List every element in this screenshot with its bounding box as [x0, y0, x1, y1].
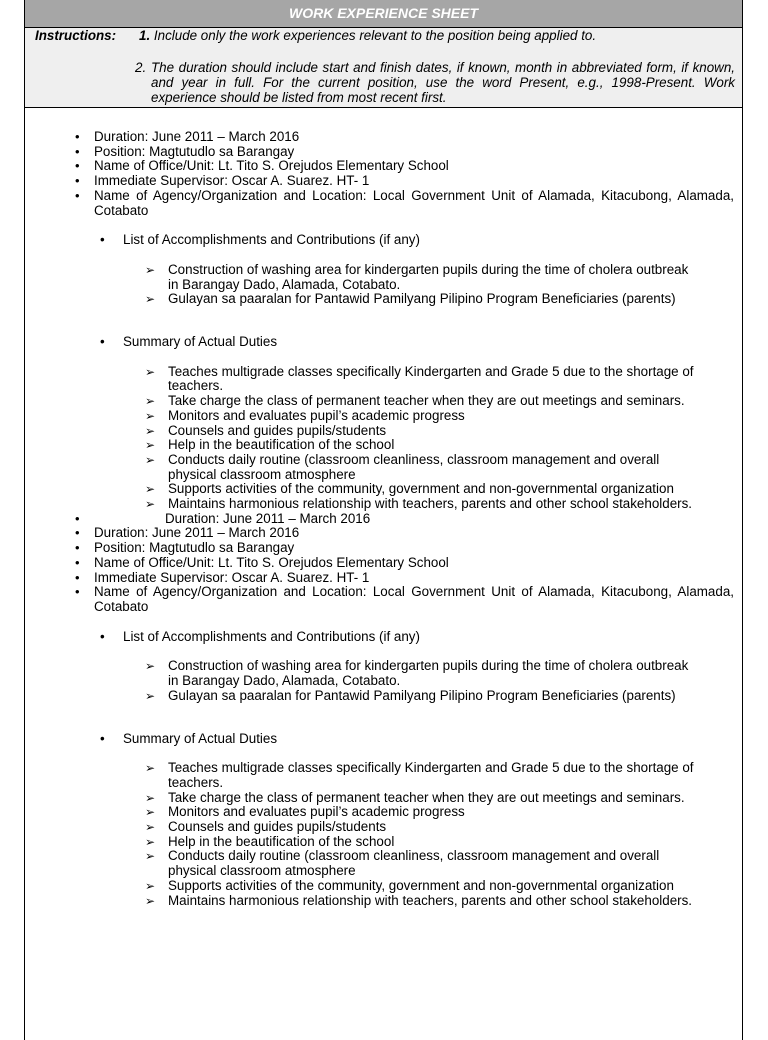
- duration-text: Duration: June 2011 – March 2016: [94, 129, 300, 144]
- list-item: [25, 835, 742, 850]
- duration-text: Duration: June 2011 – March 2016: [165, 510, 371, 526]
- list-item-text: Counsels and guides pupils/students: [168, 422, 387, 438]
- instructions-label: Instructions:: [35, 28, 117, 43]
- arrow-bullet-icon: ➢: [145, 790, 156, 805]
- office-text: Name of Office/Unit: Lt. Tito S. Orejudos Elementary School: [94, 158, 449, 174]
- duration-text: Duration: June 2011 – March 2016: [94, 525, 300, 541]
- arrow-bullet-icon: ➢: [145, 893, 156, 908]
- duties-heading-text: Summary of Actual Duties: [123, 334, 278, 350]
- list-item-text: Teaches multigrade classes specifically Kindergarten and Grade 5 due to the shortage of teachers.: [168, 363, 694, 394]
- experience-entry: [25, 130, 742, 512]
- instruction-1-text: Include only the work experiences relevant to the position being applied to.: [153, 28, 597, 43]
- list-item-text: Monitors and evaluates pupil’s academic progress: [168, 407, 465, 423]
- list-item: [25, 894, 742, 909]
- duties-heading: [25, 335, 742, 350]
- agency-line: [25, 585, 742, 614]
- list-item-text: Monitors and evaluates pupil’s academic progress: [168, 804, 465, 820]
- bullet-icon: •: [75, 569, 80, 585]
- list-item-text: Take charge the class of permanent teacher when they are out meetings and seminars.: [168, 393, 685, 409]
- list-item-text: Conducts daily routine (classroom cleanliness, classroom management and overall physical classroom atmosphere: [168, 451, 660, 482]
- accomplishments-heading: [25, 630, 742, 645]
- list-item-text: Construction of washing area for kindergarten pupils during the time of cholera outbreak in Barangay Dado, Alamada, Cotabato.: [168, 261, 689, 292]
- bullet-icon: •: [100, 628, 105, 644]
- list-item: [25, 805, 742, 820]
- bullet-icon: •: [75, 525, 80, 541]
- instruction-2-number: 2.: [135, 60, 147, 75]
- agency-line: [25, 189, 742, 218]
- experience-entry: [25, 512, 742, 908]
- agency-text: Name of Agency/Organization and Location: Local Government Unit of Alamada, Kitacubong, Alamada, Cotabato: [94, 584, 734, 614]
- office-line: [25, 556, 742, 571]
- list-item-text: Counsels and guides pupils/students: [168, 819, 387, 835]
- entry-details: [25, 512, 742, 615]
- arrow-bullet-icon: ➢: [145, 262, 156, 277]
- bullet-icon: •: [100, 232, 105, 248]
- list-item: [25, 791, 742, 806]
- list-item: [25, 497, 742, 512]
- accomplishments-heading: [25, 233, 742, 248]
- bullet-icon: •: [75, 540, 80, 556]
- work-experience-sheet: [24, 0, 743, 1040]
- arrow-bullet-icon: ➢: [145, 834, 156, 849]
- instruction-item-1: [139, 28, 596, 43]
- supervisor-text: Immediate Supervisor: Oscar A. Suarez. HT- 1: [94, 569, 370, 585]
- position-line: [25, 541, 742, 556]
- bullet-icon: •: [100, 730, 105, 746]
- position-text: Position: Magtutudlo sa Barangay: [94, 540, 295, 556]
- arrow-bullet-icon: ➢: [145, 292, 156, 307]
- supervisor-text: Immediate Supervisor: Oscar A. Suarez. HT- 1: [94, 173, 370, 189]
- position-text: Position: Magtutudlo sa Barangay: [94, 143, 295, 159]
- duties-list: [25, 761, 742, 908]
- duties-heading-text: Summary of Actual Duties: [123, 730, 278, 746]
- list-item-text: Maintains harmonious relationship with teachers, parents and other school stakeholders.: [168, 892, 693, 908]
- list-item: [25, 263, 742, 292]
- list-item-text: Maintains harmonious relationship with teachers, parents and other school stakeholders.: [168, 496, 693, 512]
- instruction-item-2: [135, 60, 735, 105]
- office-line: [25, 159, 742, 174]
- bullet-icon: •: [75, 129, 80, 144]
- duration-line: [25, 130, 742, 145]
- duties-heading: [25, 732, 742, 747]
- arrow-bullet-icon: ➢: [145, 659, 156, 674]
- list-item: [25, 409, 742, 424]
- instruction-2-text: The duration should include start and finish dates, if known, month in abbreviated form, if known, and year in full. For the current position, use the word Present, e.g., 1998-Present. Work experience should be listed from most recent first.: [151, 60, 735, 105]
- arrow-bullet-icon: ➢: [145, 761, 156, 776]
- list-item-text: Supports activities of the community, government and non-governmental organization: [168, 481, 674, 497]
- bullet-icon: •: [75, 584, 80, 600]
- list-item-text: Teaches multigrade classes specifically Kindergarten and Grade 5 due to the shortage of teachers.: [168, 760, 694, 790]
- duration-line: [25, 526, 742, 541]
- list-item: [25, 394, 742, 409]
- list-item: [25, 689, 742, 704]
- accomplishments-heading-text: List of Accomplishments and Contributions (if any): [123, 628, 420, 644]
- list-item-text: Gulayan sa paaralan for Pantawid Pamilyang Pilipino Program Beneficiaries (parents): [168, 291, 676, 307]
- arrow-bullet-icon: ➢: [145, 878, 156, 893]
- list-item: [25, 820, 742, 835]
- list-item-text: Help in the beautification of the school: [168, 437, 395, 453]
- accomplishments-list: [25, 263, 742, 307]
- arrow-bullet-icon: ➢: [145, 482, 156, 497]
- arrow-bullet-icon: ➢: [145, 394, 156, 409]
- list-item-text: Take charge the class of permanent teacher when they are out meetings and seminars.: [168, 789, 685, 805]
- bullet-icon: •: [100, 334, 105, 350]
- entry-details: [25, 130, 742, 218]
- bullet-icon: •: [75, 158, 80, 174]
- office-text: Name of Office/Unit: Lt. Tito S. Orejudos Elementary School: [94, 554, 449, 570]
- bullet-icon: •: [75, 510, 80, 526]
- list-item: [25, 761, 742, 790]
- list-item-text: Help in the beautification of the school: [168, 833, 395, 849]
- duties-list: [25, 365, 742, 512]
- bullet-icon: •: [75, 173, 80, 189]
- arrow-bullet-icon: ➢: [145, 438, 156, 453]
- list-item-text: Construction of washing area for kindergarten pupils during the time of cholera outbreak in Barangay Dado, Alamada, Cotabato.: [168, 658, 689, 689]
- list-item: [25, 659, 742, 688]
- list-item-text: Supports activities of the community, government and non-governmental organization: [168, 877, 674, 893]
- bullet-icon: •: [75, 187, 80, 203]
- list-item-text: Gulayan sa paaralan for Pantawid Pamilyang Pilipino Program Beneficiaries (parents): [168, 687, 676, 703]
- list-item-text: Conducts daily routine (classroom cleanliness, classroom management and overall physical classroom atmosphere: [168, 848, 660, 879]
- arrow-bullet-icon: ➢: [145, 688, 156, 703]
- accomplishments-heading-text: List of Accomplishments and Contributions (if any): [123, 232, 420, 248]
- supervisor-line: [25, 174, 742, 189]
- supervisor-line: [25, 571, 742, 586]
- list-item: [25, 482, 742, 497]
- list-item: [25, 438, 742, 453]
- position-line: [25, 145, 742, 160]
- list-item: [25, 879, 742, 894]
- arrow-bullet-icon: ➢: [145, 408, 156, 423]
- accomplishments-list: [25, 659, 742, 703]
- duration-line-shifted: [25, 512, 742, 527]
- sheet-title: WORK EXPERIENCE SHEET: [25, 0, 742, 28]
- content-area: [25, 130, 742, 908]
- bullet-icon: •: [75, 554, 80, 570]
- arrow-bullet-icon: ➢: [145, 423, 156, 438]
- arrow-bullet-icon: ➢: [145, 497, 156, 512]
- list-item: [25, 453, 742, 482]
- agency-text: Name of Agency/Organization and Location: Local Government Unit of Alamada, Kitacubong, Alamada, Cotabato: [94, 187, 734, 218]
- arrow-bullet-icon: ➢: [145, 820, 156, 835]
- spacer: [25, 704, 742, 732]
- arrow-bullet-icon: ➢: [145, 364, 156, 379]
- arrow-bullet-icon: ➢: [145, 805, 156, 820]
- arrow-bullet-icon: ➢: [145, 849, 156, 864]
- instructions-box: [25, 28, 742, 108]
- list-item: [25, 365, 742, 394]
- instruction-1-number: 1.: [139, 28, 151, 43]
- arrow-bullet-icon: ➢: [145, 452, 156, 467]
- list-item: [25, 849, 742, 878]
- list-item: [25, 292, 742, 307]
- spacer: [25, 307, 742, 335]
- bullet-icon: •: [75, 143, 80, 159]
- list-item: [25, 424, 742, 439]
